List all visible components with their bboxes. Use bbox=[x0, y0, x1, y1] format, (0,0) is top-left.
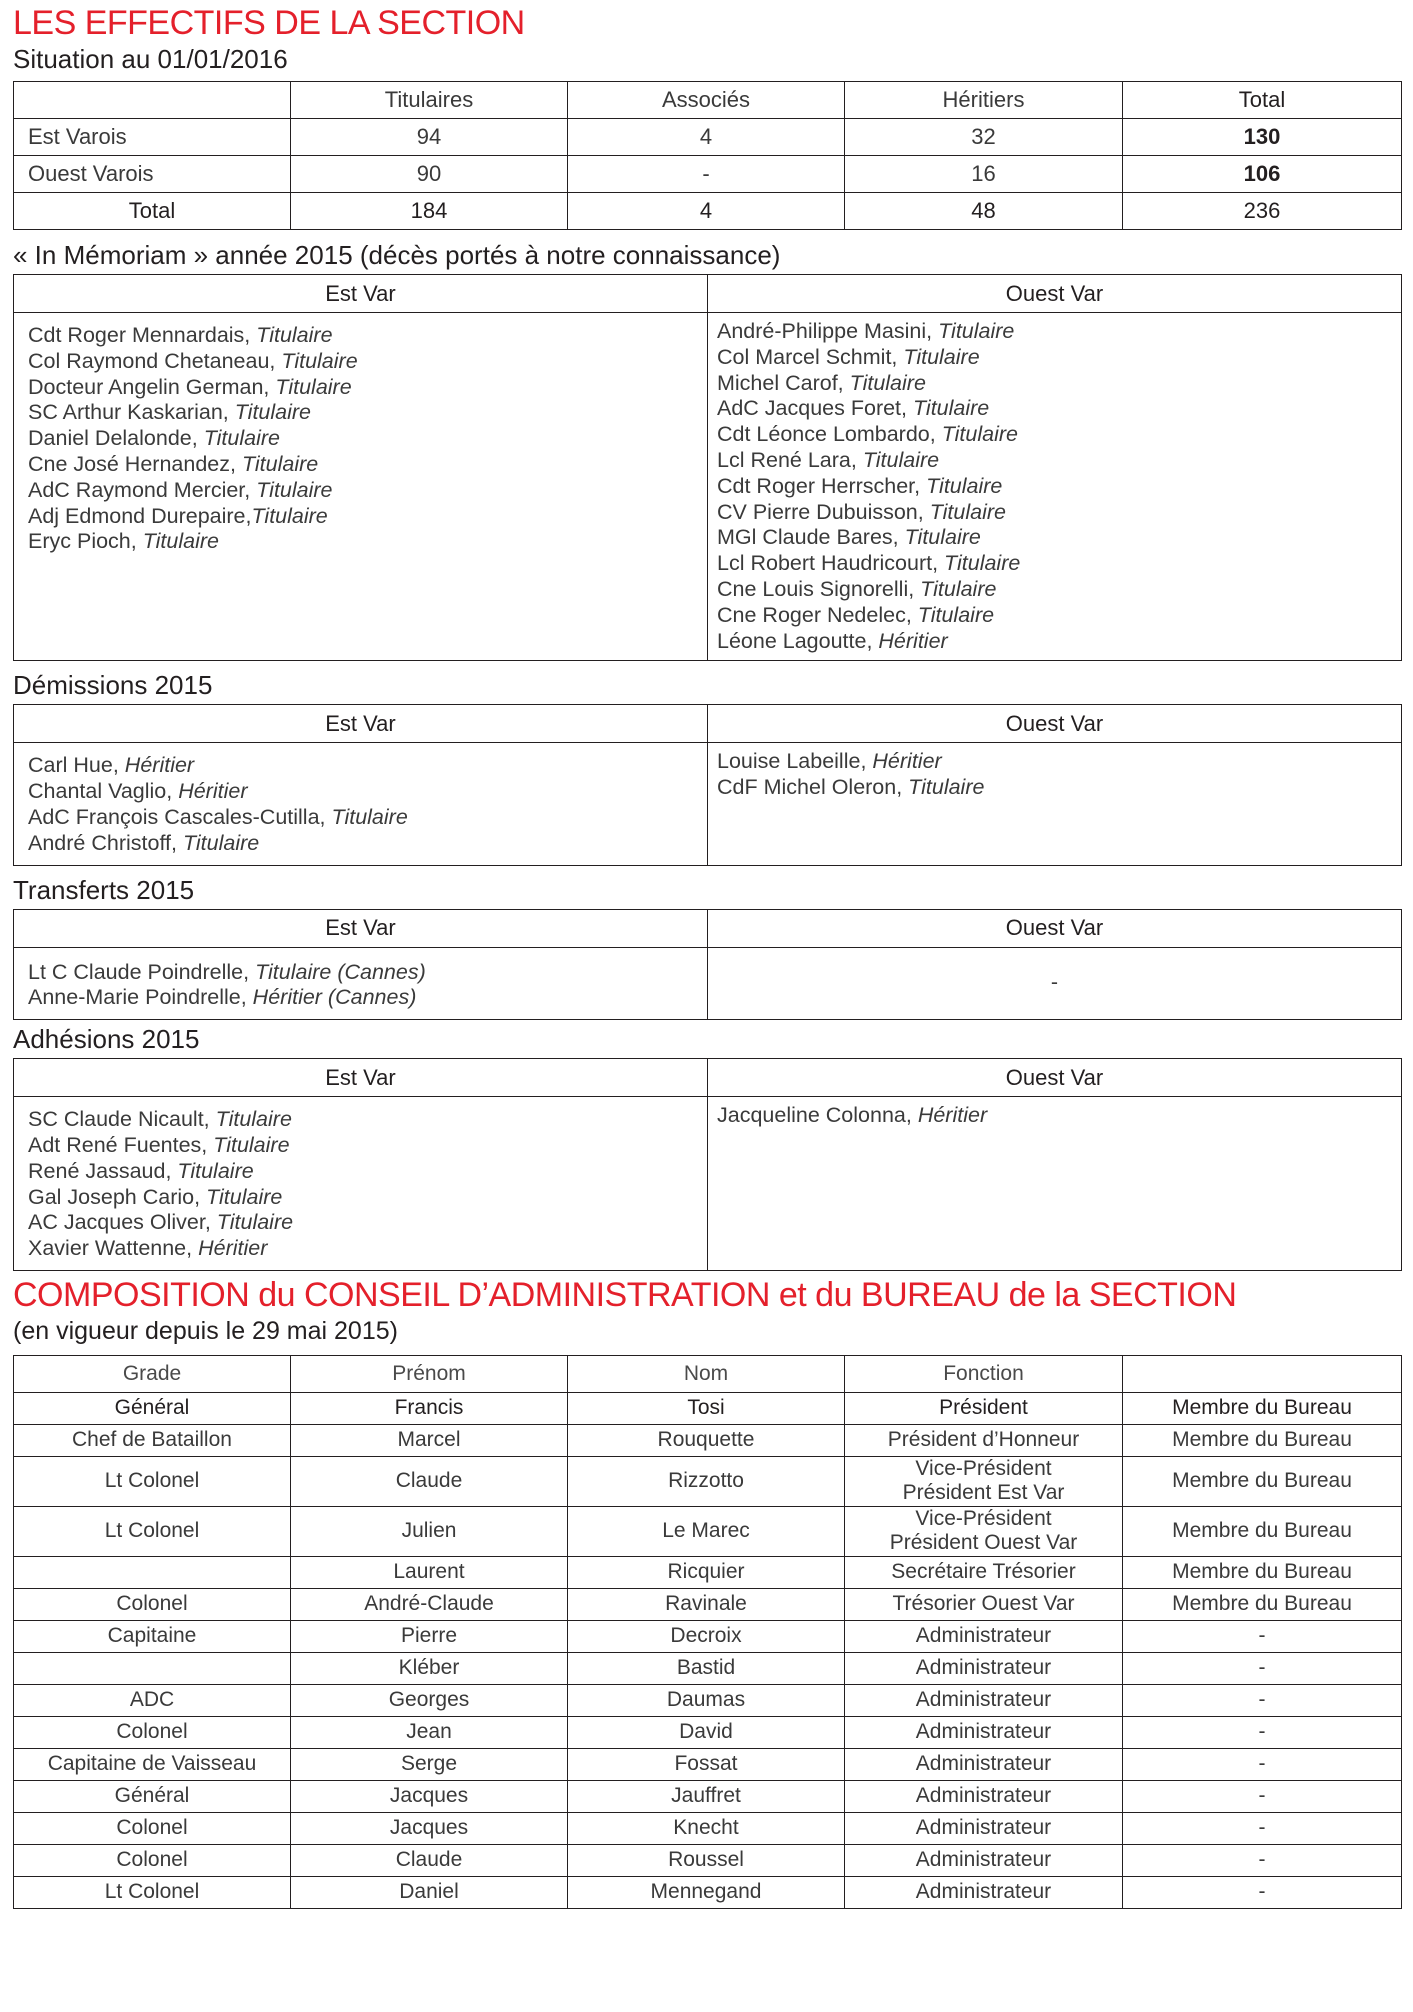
member-status: Titulaire bbox=[234, 400, 312, 425]
conseil-nom-cell: Fossat bbox=[568, 1748, 845, 1780]
conseil-fonction-cell bbox=[845, 1456, 1123, 1506]
conseil-row bbox=[14, 1392, 1402, 1424]
member-entry bbox=[717, 345, 1401, 371]
demissions-header-row bbox=[14, 705, 1402, 743]
conseil-body bbox=[14, 1392, 1402, 1908]
transferts-body-row bbox=[14, 947, 1402, 1020]
effectifs-cell: 130 bbox=[1123, 119, 1402, 156]
conseil-row bbox=[14, 1652, 1402, 1684]
member-entry bbox=[717, 775, 1401, 801]
member-entry bbox=[28, 960, 707, 986]
member-name: Cne José Hernandez, bbox=[28, 451, 242, 476]
conseil-nom-cell: Rizzotto bbox=[568, 1456, 845, 1506]
fonction-line: Président Ouest Var bbox=[889, 1531, 1078, 1555]
member-entry bbox=[28, 375, 707, 401]
member-entry bbox=[28, 805, 707, 831]
member-entry bbox=[717, 749, 1401, 775]
member-status: Titulaire (Cannes) bbox=[255, 959, 426, 984]
member-name: AdC François Cascales-Cutilla, bbox=[28, 804, 332, 829]
conseil-prenom-cell: Francis bbox=[291, 1392, 568, 1424]
conseil-grade-cell: ADC bbox=[14, 1684, 291, 1716]
transferts-table bbox=[13, 909, 1402, 1021]
member-entry bbox=[28, 323, 707, 349]
member-status: Titulaire bbox=[177, 1158, 254, 1183]
member-name: CdF Michel Oleron, bbox=[717, 775, 909, 800]
conseil-title: COMPOSITION du CONSEIL D’ADMINISTRATION et du BUREAU de la SECTION bbox=[13, 1275, 1237, 1314]
conseil-grade-cell: Lt Colonel bbox=[14, 1506, 291, 1556]
member-entry bbox=[28, 753, 707, 779]
conseil-prenom-cell: Pierre bbox=[291, 1620, 568, 1652]
conseil-grade-cell bbox=[14, 1652, 291, 1684]
conseil-bureau-cell: Membre du Bureau bbox=[1123, 1588, 1402, 1620]
effectifs-title: LES EFFECTIFS DE LA SECTION bbox=[13, 4, 525, 42]
member-name: Cne Louis Signorelli, bbox=[717, 576, 921, 601]
demissions-table bbox=[13, 704, 1402, 865]
member-name: André Christoff, bbox=[28, 830, 183, 855]
fonction-line: Vice-Président bbox=[915, 1507, 1052, 1531]
member-entry bbox=[28, 1107, 707, 1133]
conseil-row bbox=[14, 1716, 1402, 1748]
member-entry bbox=[28, 400, 707, 426]
conseil-bureau-cell: - bbox=[1123, 1780, 1402, 1812]
member-entry bbox=[717, 422, 1401, 448]
conseil-bureau-cell: - bbox=[1123, 1652, 1402, 1684]
conseil-row bbox=[14, 1876, 1402, 1908]
member-name: Xavier Wattenne, bbox=[28, 1236, 199, 1261]
conseil-row bbox=[14, 1424, 1402, 1456]
member-name: Lcl René Lara, bbox=[717, 447, 863, 472]
transferts-header-row bbox=[14, 909, 1402, 947]
member-name: Docteur Angelin German, bbox=[28, 374, 276, 399]
effectifs-header-cell: Total bbox=[1123, 82, 1402, 119]
conseil-nom-cell: Knecht bbox=[568, 1812, 845, 1844]
member-status: Titulaire bbox=[938, 319, 1015, 343]
transferts-est-list bbox=[14, 947, 708, 1020]
est-var-header: Est Var bbox=[14, 1059, 708, 1097]
member-status: Titulaire bbox=[849, 370, 926, 395]
ouest-var-header: Ouest Var bbox=[708, 705, 1402, 743]
member-entry bbox=[28, 1185, 707, 1211]
conseil-fonction-cell bbox=[845, 1506, 1123, 1556]
member-status: Titulaire bbox=[904, 525, 981, 550]
conseil-fonction-cell: Administrateur bbox=[845, 1780, 1123, 1812]
conseil-prenom-cell: Jean bbox=[291, 1716, 568, 1748]
conseil-prenom-cell: Julien bbox=[291, 1506, 568, 1556]
effectifs-cell: 184 bbox=[291, 193, 568, 230]
member-entry bbox=[717, 448, 1401, 474]
member-name: SC Claude Nicault, bbox=[28, 1107, 216, 1132]
member-entry bbox=[28, 831, 707, 857]
situation-date: Situation au 01/01/2016 bbox=[13, 44, 288, 74]
adhesions-ouest-list bbox=[708, 1097, 1402, 1271]
fonction-line: Vice-Président bbox=[915, 1457, 1052, 1481]
conseil-grade-cell: Lt Colonel bbox=[14, 1456, 291, 1506]
adhesions-header-row bbox=[14, 1059, 1402, 1097]
conseil-fonction-cell: Président bbox=[845, 1392, 1123, 1424]
conseil-grade-cell: Colonel bbox=[14, 1844, 291, 1876]
conseil-row bbox=[14, 1456, 1402, 1506]
conseil-fonction-cell: Administrateur bbox=[845, 1812, 1123, 1844]
member-status: Titulaire bbox=[862, 447, 940, 472]
conseil-nom-cell: Ricquier bbox=[568, 1556, 845, 1588]
effectifs-row-label: Total bbox=[14, 193, 291, 230]
member-entry bbox=[28, 478, 707, 504]
est-var-header: Est Var bbox=[14, 909, 708, 947]
memoriam-ouest-list bbox=[708, 313, 1402, 661]
fonction-header: Fonction bbox=[845, 1355, 1123, 1392]
member-entry bbox=[28, 1236, 707, 1262]
conseil-prenom-cell: Daniel bbox=[291, 1876, 568, 1908]
member-status: Titulaire bbox=[203, 426, 280, 451]
member-entry bbox=[28, 504, 707, 530]
member-entry bbox=[28, 452, 707, 478]
conseil-fonction-cell: Président d’Honneur bbox=[845, 1424, 1123, 1456]
conseil-prenom-cell: Laurent bbox=[291, 1556, 568, 1588]
member-name: AC Jacques Oliver, bbox=[28, 1210, 217, 1235]
memoriam-table bbox=[13, 274, 1402, 661]
ouest-var-header: Ouest Var bbox=[708, 909, 1402, 947]
member-status: Titulaire bbox=[944, 551, 1021, 576]
member-status: Héritier bbox=[178, 779, 248, 804]
conseil-bureau-cell: Membre du Bureau bbox=[1123, 1424, 1402, 1456]
est-var-header: Est Var bbox=[14, 275, 708, 313]
member-status: Héritier (Cannes) bbox=[252, 985, 417, 1010]
member-name: SC Arthur Kaskarian, bbox=[28, 400, 235, 425]
member-entry bbox=[28, 349, 707, 375]
member-name: Daniel Delalonde, bbox=[28, 426, 204, 451]
member-status: Titulaire bbox=[256, 323, 333, 347]
member-status: Titulaire bbox=[241, 451, 319, 476]
effectifs-cell: 90 bbox=[291, 156, 568, 193]
adhesions-title: Adhésions 2015 bbox=[13, 1024, 200, 1055]
member-entry bbox=[28, 426, 707, 452]
conseil-fonction-cell: Administrateur bbox=[845, 1620, 1123, 1652]
adhesions-table bbox=[13, 1058, 1402, 1271]
conseil-prenom-cell: Claude bbox=[291, 1844, 568, 1876]
member-status: Titulaire bbox=[903, 344, 980, 369]
conseil-prenom-cell: Jacques bbox=[291, 1780, 568, 1812]
member-name: Eryc Pioch, bbox=[28, 529, 143, 554]
conseil-header-row bbox=[14, 1355, 1402, 1392]
member-name: CV Pierre Dubuisson, bbox=[717, 499, 930, 524]
conseil-nom-cell: Roussel bbox=[568, 1844, 845, 1876]
member-status: Héritier bbox=[878, 628, 948, 653]
effectifs-cell: 32 bbox=[845, 119, 1123, 156]
member-entry bbox=[28, 779, 707, 805]
effectifs-header-cell bbox=[14, 82, 291, 119]
member-status: Titulaire bbox=[251, 503, 328, 528]
member-status: Héritier bbox=[872, 749, 942, 774]
member-entry bbox=[717, 319, 1401, 345]
conseil-row bbox=[14, 1620, 1402, 1652]
conseil-nom-cell: Tosi bbox=[568, 1392, 845, 1424]
member-status: Titulaire bbox=[917, 602, 995, 627]
member-entry bbox=[717, 396, 1401, 422]
effectifs-cell: 16 bbox=[845, 156, 1123, 193]
conseil-grade-cell: Colonel bbox=[14, 1812, 291, 1844]
conseil-grade-cell: Général bbox=[14, 1392, 291, 1424]
memoriam-body-row bbox=[14, 313, 1402, 661]
member-name: Adt René Fuentes, bbox=[28, 1132, 214, 1157]
effectifs-row bbox=[14, 156, 1402, 193]
member-name: AdC Raymond Mercier, bbox=[28, 477, 257, 502]
conseil-fonction-cell: Secrétaire Trésorier bbox=[845, 1556, 1123, 1588]
conseil-grade-cell: Général bbox=[14, 1780, 291, 1812]
grade-header: Grade bbox=[14, 1355, 291, 1392]
effectifs-header-cell: Titulaires bbox=[291, 82, 568, 119]
effectifs-header-row bbox=[14, 82, 1402, 119]
member-status: Héritier bbox=[917, 1103, 988, 1128]
conseil-row bbox=[14, 1748, 1402, 1780]
member-status: Titulaire bbox=[908, 775, 985, 800]
conseil-bureau-cell: - bbox=[1123, 1844, 1402, 1876]
conseil-row bbox=[14, 1844, 1402, 1876]
effectifs-row-label: Ouest Varois bbox=[14, 156, 291, 193]
conseil-grade-cell: Capitaine de Vaisseau bbox=[14, 1748, 291, 1780]
effectifs-cell: 236 bbox=[1123, 193, 1402, 230]
member-entry bbox=[717, 577, 1401, 603]
effectifs-total-row bbox=[14, 193, 1402, 230]
effectifs-cell: 94 bbox=[291, 119, 568, 156]
conseil-row bbox=[14, 1556, 1402, 1588]
effectifs-cell: 4 bbox=[568, 193, 845, 230]
member-entry bbox=[717, 500, 1401, 526]
conseil-prenom-cell: Georges bbox=[291, 1684, 568, 1716]
est-var-header: Est Var bbox=[14, 705, 708, 743]
member-status: Titulaire bbox=[216, 1210, 294, 1235]
ouest-var-header: Ouest Var bbox=[708, 1059, 1402, 1097]
member-name: AdC Jacques Foret, bbox=[717, 396, 913, 421]
member-status: Titulaire bbox=[206, 1184, 283, 1209]
member-name: Adj Edmond Durepaire, bbox=[28, 503, 252, 528]
conseil-bureau-cell: - bbox=[1123, 1812, 1402, 1844]
member-status: Titulaire bbox=[331, 804, 408, 829]
conseil-fonction-cell: Administrateur bbox=[845, 1716, 1123, 1748]
conseil-bureau-cell: Membre du Bureau bbox=[1123, 1506, 1402, 1556]
conseil-nom-cell: David bbox=[568, 1716, 845, 1748]
document-page bbox=[13, 0, 1401, 1909]
member-name: Cdt Léonce Lombardo, bbox=[717, 422, 942, 447]
member-status: Titulaire bbox=[213, 1132, 290, 1157]
member-name: Carl Hue, bbox=[28, 753, 125, 778]
conseil-nom-cell: Jauffret bbox=[568, 1780, 845, 1812]
conseil-grade-cell bbox=[14, 1556, 291, 1588]
effectifs-row bbox=[14, 119, 1402, 156]
conseil-nom-cell: Mennegand bbox=[568, 1876, 845, 1908]
member-entry bbox=[717, 371, 1401, 397]
conseil-row bbox=[14, 1780, 1402, 1812]
member-status: Titulaire bbox=[926, 473, 1003, 498]
member-name: Louise Labeille, bbox=[717, 749, 873, 774]
conseil-nom-cell: Rouquette bbox=[568, 1424, 845, 1456]
ouest-var-header: Ouest Var bbox=[708, 275, 1402, 313]
conseil-nom-cell: Decroix bbox=[568, 1620, 845, 1652]
conseil-prenom-cell: Kléber bbox=[291, 1652, 568, 1684]
conseil-grade-cell: Chef de Bataillon bbox=[14, 1424, 291, 1456]
member-entry bbox=[717, 525, 1401, 551]
conseil-fonction-cell: Administrateur bbox=[845, 1652, 1123, 1684]
member-entry bbox=[717, 629, 1401, 655]
conseil-row bbox=[14, 1506, 1402, 1556]
memoriam-est-list bbox=[14, 313, 708, 661]
conseil-bureau-cell: - bbox=[1123, 1748, 1402, 1780]
conseil-fonction-cell: Administrateur bbox=[845, 1684, 1123, 1716]
effectifs-cell: 4 bbox=[568, 119, 845, 156]
member-status: Titulaire bbox=[920, 576, 997, 601]
member-status: Héritier bbox=[124, 753, 195, 778]
conseil-bureau-cell: Membre du Bureau bbox=[1123, 1556, 1402, 1588]
conseil-nom-cell: Le Marec bbox=[568, 1506, 845, 1556]
conseil-subtitle: (en vigueur depuis le 29 mai 2015) bbox=[13, 1316, 398, 1345]
conseil-row bbox=[14, 1812, 1402, 1844]
conseil-grade-cell: Colonel bbox=[14, 1588, 291, 1620]
member-entry bbox=[28, 1133, 707, 1159]
member-name: André-Philippe Masini, bbox=[717, 319, 939, 343]
conseil-fonction-cell: Administrateur bbox=[845, 1876, 1123, 1908]
member-name: René Jassaud, bbox=[28, 1158, 178, 1183]
member-status: Titulaire bbox=[929, 499, 1006, 524]
effectifs-cell: 48 bbox=[845, 193, 1123, 230]
member-entry bbox=[717, 1103, 1401, 1129]
member-name: Cdt Roger Herrscher, bbox=[717, 473, 927, 498]
conseil-prenom-cell: Claude bbox=[291, 1456, 568, 1506]
member-name: MGl Claude Bares, bbox=[717, 525, 905, 550]
conseil-fonction-cell: Trésorier Ouest Var bbox=[845, 1588, 1123, 1620]
prenom-header: Prénom bbox=[291, 1355, 568, 1392]
conseil-fonction-cell: Administrateur bbox=[845, 1844, 1123, 1876]
memoriam-title: « In Mémoriam » année 2015 (décès portés à notre connaissance) bbox=[13, 240, 781, 270]
conseil-bureau-cell: Membre du Bureau bbox=[1123, 1392, 1402, 1424]
member-entry bbox=[28, 529, 707, 555]
member-status: Titulaire bbox=[912, 396, 990, 421]
member-name: Cdt Roger Mennardais, bbox=[28, 323, 257, 347]
conseil-nom-cell: Ravinale bbox=[568, 1588, 845, 1620]
conseil-row bbox=[14, 1588, 1402, 1620]
effectifs-header-cell: Associés bbox=[568, 82, 845, 119]
conseil-fonction-cell: Administrateur bbox=[845, 1748, 1123, 1780]
demissions-body-row bbox=[14, 743, 1402, 865]
bureau-header bbox=[1123, 1355, 1402, 1392]
member-name: Col Marcel Schmit, bbox=[717, 344, 904, 369]
conseil-prenom-cell: Jacques bbox=[291, 1812, 568, 1844]
conseil-nom-cell: Bastid bbox=[568, 1652, 845, 1684]
member-name: Cne Roger Nedelec, bbox=[717, 602, 918, 627]
memoriam-header-row bbox=[14, 275, 1402, 313]
member-status: Titulaire bbox=[256, 477, 333, 502]
member-name: Chantal Vaglio, bbox=[28, 779, 179, 804]
demissions-title: Démissions 2015 bbox=[13, 670, 213, 701]
transferts-title: Transferts 2015 bbox=[13, 874, 195, 905]
member-name: Lcl Robert Haudricourt, bbox=[717, 551, 945, 576]
member-entry bbox=[717, 551, 1401, 577]
member-entry bbox=[28, 985, 707, 1011]
conseil-bureau-cell: - bbox=[1123, 1620, 1402, 1652]
fonction-line: Président Est Var bbox=[902, 1481, 1065, 1505]
conseil-bureau-cell: Membre du Bureau bbox=[1123, 1456, 1402, 1506]
member-name: Michel Carof, bbox=[717, 370, 850, 395]
conseil-grade-cell: Capitaine bbox=[14, 1620, 291, 1652]
demissions-est-list bbox=[14, 743, 708, 865]
conseil-grade-cell: Lt Colonel bbox=[14, 1876, 291, 1908]
conseil-bureau-cell: - bbox=[1123, 1876, 1402, 1908]
member-name: Lt C Claude Poindrelle, bbox=[28, 959, 256, 984]
member-name: Léone Lagoutte, bbox=[717, 628, 879, 653]
conseil-prenom-cell: Serge bbox=[291, 1748, 568, 1780]
member-status: Titulaire bbox=[281, 348, 358, 373]
adhesions-est-list bbox=[14, 1097, 708, 1271]
member-name: Jacqueline Colonna, bbox=[717, 1103, 918, 1128]
member-name: Anne-Marie Poindrelle, bbox=[28, 985, 253, 1010]
member-entry bbox=[717, 474, 1401, 500]
demissions-ouest-list bbox=[708, 743, 1402, 865]
member-status: Titulaire bbox=[142, 529, 219, 554]
member-entry bbox=[28, 1210, 707, 1236]
transferts-ouest-empty: - bbox=[708, 947, 1402, 1020]
effectifs-cell: - bbox=[568, 156, 845, 193]
conseil-bureau-cell: - bbox=[1123, 1684, 1402, 1716]
nom-header: Nom bbox=[568, 1355, 845, 1392]
member-status: Titulaire bbox=[182, 830, 260, 855]
conseil-bureau-cell: - bbox=[1123, 1716, 1402, 1748]
member-status: Héritier bbox=[198, 1236, 268, 1261]
conseil-grade-cell: Colonel bbox=[14, 1716, 291, 1748]
member-entry bbox=[28, 1159, 707, 1185]
conseil-prenom-cell: Marcel bbox=[291, 1424, 568, 1456]
effectifs-cell: 106 bbox=[1123, 156, 1402, 193]
member-name: Gal Joseph Cario, bbox=[28, 1184, 207, 1209]
conseil-table bbox=[13, 1355, 1402, 1909]
member-status: Titulaire bbox=[215, 1107, 292, 1132]
member-entry bbox=[717, 603, 1401, 629]
conseil-nom-cell: Daumas bbox=[568, 1684, 845, 1716]
member-status: Titulaire bbox=[941, 422, 1018, 447]
effectifs-row-label: Est Varois bbox=[14, 119, 291, 156]
effectifs-table bbox=[13, 81, 1402, 230]
effectifs-header-cell: Héritiers bbox=[845, 82, 1123, 119]
adhesions-body-row bbox=[14, 1097, 1402, 1271]
member-status: Titulaire bbox=[275, 374, 352, 399]
member-name: Col Raymond Chetaneau, bbox=[28, 348, 282, 373]
conseil-row bbox=[14, 1684, 1402, 1716]
conseil-prenom-cell: André-Claude bbox=[291, 1588, 568, 1620]
